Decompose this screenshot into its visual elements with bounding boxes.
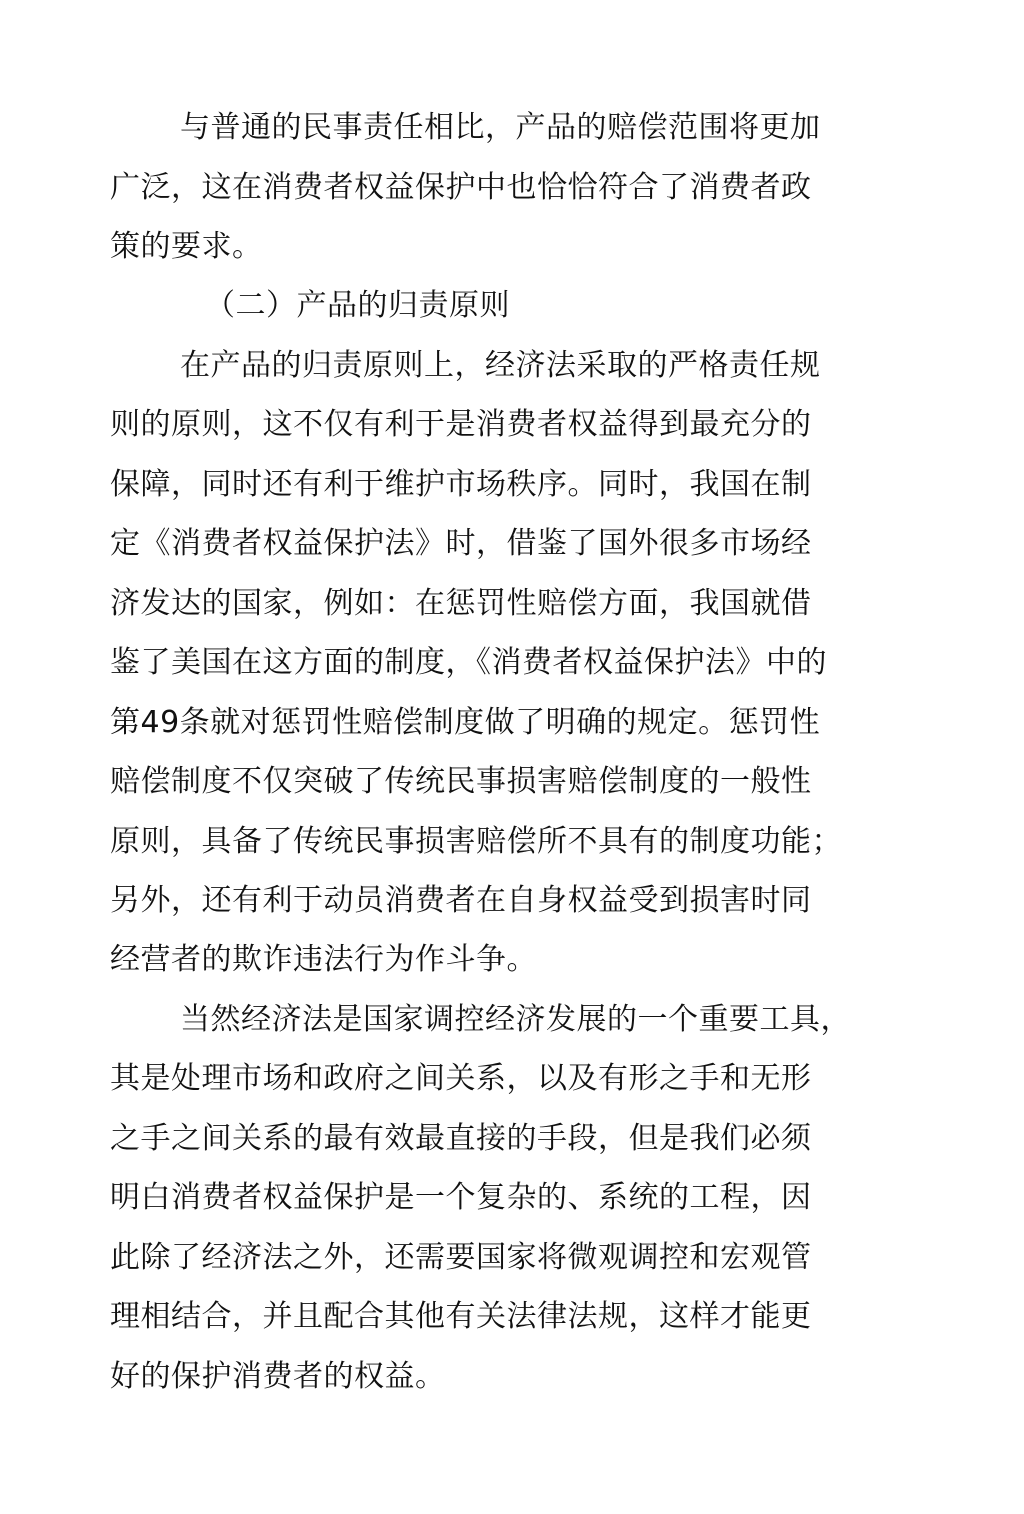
- paragraph-2-line-8: 赔偿制度不仅突破了传统民事损害赔偿制度的一般性: [110, 764, 812, 799]
- paragraph-1-line-2: 广泛，这在消费者权益保护中也恰恰符合了消费者政: [110, 170, 812, 205]
- paragraph-2-line-2: 则的原则，这不仅有利于是消费者权益得到最充分的: [110, 407, 812, 442]
- section-heading: （二）产品的归责原则: [205, 288, 510, 323]
- paragraph-3-line-3: 之手之间关系的最有效最直接的手段，但是我们必须: [110, 1121, 812, 1156]
- paragraph-3-line-4: 明白消费者权益保护是一个复杂的、系统的工程，因: [110, 1180, 812, 1215]
- paragraph-2-line-11: 经营者的欺诈违法行为作斗争。: [110, 942, 537, 977]
- paragraph-2-line-5: 济发达的国家，例如：在惩罚性赔偿方面，我国就借: [110, 586, 812, 621]
- paragraph-1-line-1: 与普通的民事责任相比，产品的赔偿范围将更加: [180, 110, 821, 145]
- paragraph-3-line-1: 当然经济法是国家调控经济发展的一个重要工具，: [180, 1002, 851, 1037]
- paragraph-3-line-2: 其是处理市场和政府之间关系，以及有形之手和无形: [110, 1061, 812, 1096]
- paragraph-2-line-9: 原则，具备了传统民事损害赔偿所不具有的制度功能；: [110, 824, 842, 859]
- paragraph-3-line-6: 理相结合，并且配合其他有关法律法规，这样才能更: [110, 1299, 812, 1334]
- paragraph-2-line-10: 另外，还有利于动员消费者在自身权益受到损害时同: [110, 883, 812, 918]
- paragraph-2-line-7: 第49条就对惩罚性赔偿制度做了明确的规定。惩罚性: [110, 705, 821, 740]
- paragraph-2-line-4: 定《消费者权益保护法》时，借鉴了国外很多市场经: [110, 526, 812, 561]
- paragraph-2-line-3: 保障，同时还有利于维护市场秩序。同时，我国在制: [110, 467, 812, 502]
- paragraph-1-line-3: 策的要求。: [110, 229, 263, 264]
- paragraph-2-line-6: 鉴了美国在这方面的制度，《消费者权益保护法》中的: [110, 645, 827, 680]
- paragraph-3-line-7: 好的保护消费者的权益。: [110, 1359, 446, 1394]
- paragraph-3-line-5: 此除了经济法之外，还需要国家将微观调控和宏观管: [110, 1240, 812, 1275]
- paragraph-2-line-1: 在产品的归责原则上，经济法采取的严格责任规: [180, 348, 821, 383]
